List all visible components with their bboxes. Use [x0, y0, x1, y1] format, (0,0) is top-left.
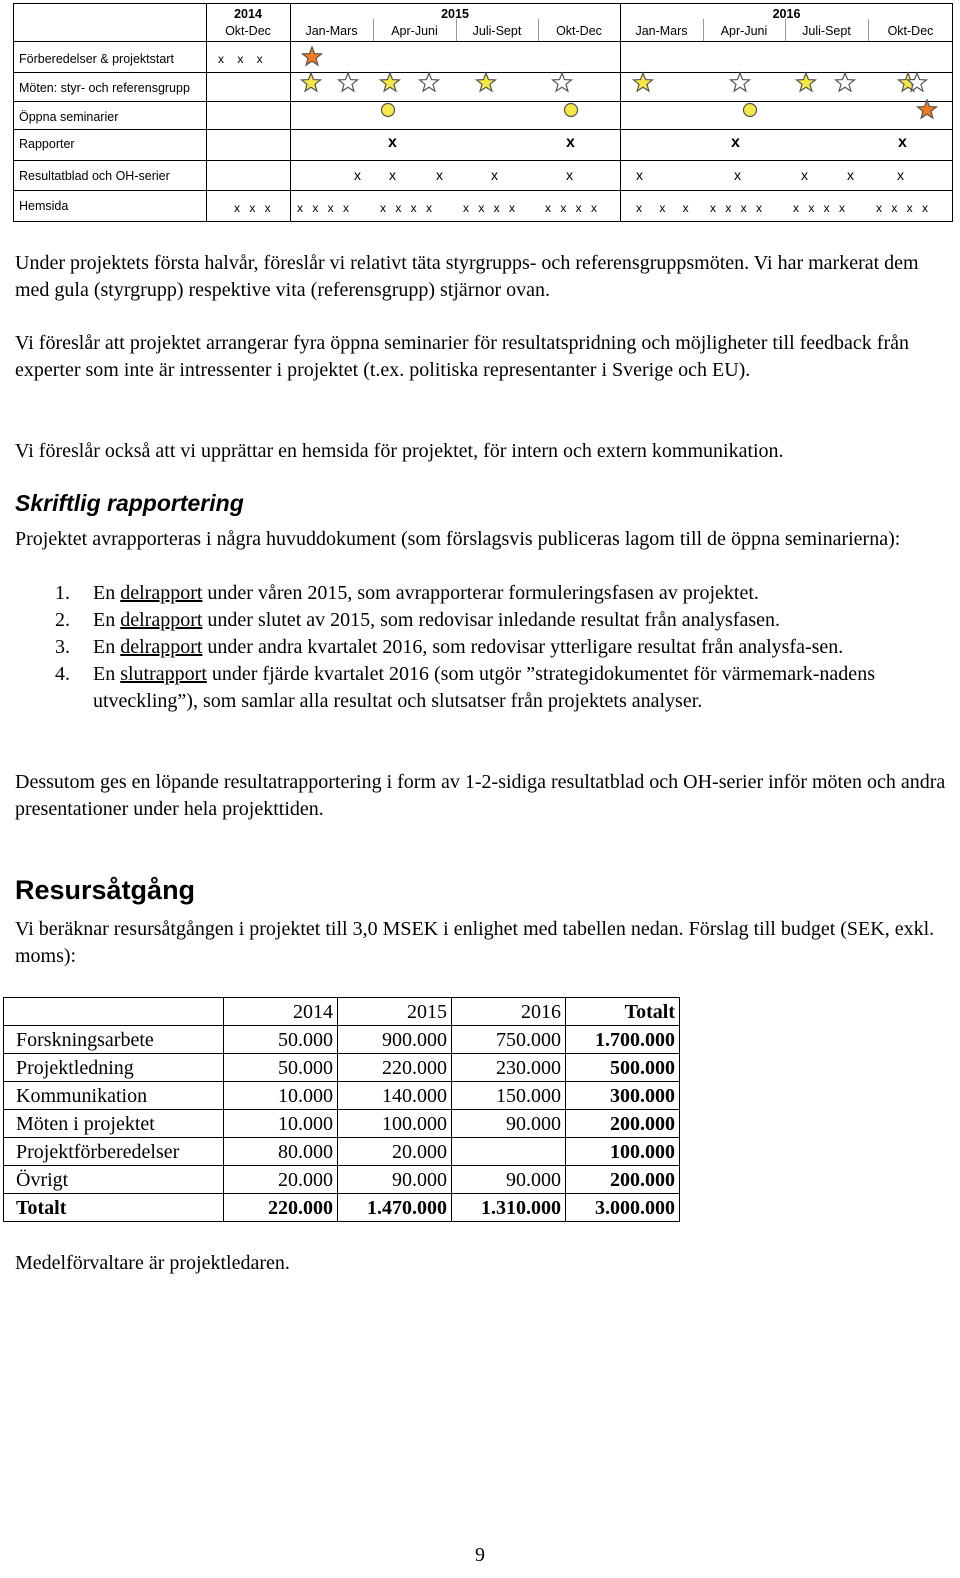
web-marks: x x x x — [297, 201, 350, 215]
heading-resources: Resursåtgång — [15, 875, 196, 905]
result-mark: x — [847, 167, 854, 183]
gantt-chart — [13, 3, 953, 223]
table-header-cell: 2014 — [224, 998, 338, 1026]
web-marks: x x x — [234, 201, 271, 215]
paragraph-fund-manager: Medelförvaltare är projektledaren. — [15, 1252, 290, 1274]
seminar-circle-icon — [744, 104, 757, 117]
table-cell: 90.000 — [338, 1166, 452, 1194]
table-row — [4, 1082, 680, 1110]
row-label-seminars: Öppna seminarier — [19, 110, 119, 124]
reference-meeting-star-icon — [339, 73, 358, 91]
result-mark: x — [801, 167, 808, 183]
seminar-circle-icon — [382, 104, 395, 117]
steering-meeting-star-icon — [381, 73, 400, 91]
table-cell: 140.000 — [338, 1082, 452, 1110]
list-text: En — [93, 663, 121, 685]
seminar-circle-icon — [565, 104, 578, 117]
report-term: delrapport — [120, 582, 203, 604]
table-cell: 20.000 — [338, 1138, 452, 1166]
row-label-website: Hemsida — [19, 199, 69, 213]
reference-meeting-star-icon — [420, 73, 439, 91]
table-cell — [452, 1138, 566, 1166]
table-cell: 220.000 — [224, 1194, 338, 1222]
steering-meeting-star-icon — [302, 73, 321, 91]
result-mark: x — [354, 167, 361, 183]
web-marks: x x x x — [793, 201, 846, 215]
result-mark: x — [566, 167, 573, 183]
prep-marks: x x x — [218, 52, 263, 66]
final-seminar-star-icon — [918, 100, 937, 118]
paragraph-reports-intro: Projektet avrapporteras i några huvuddokument (som förslagsvis publiceras lagom till de öppna seminarierna): — [15, 528, 901, 550]
result-mark: x — [389, 167, 396, 183]
list-number: 3. — [55, 636, 70, 658]
table-cell: Övrigt — [4, 1166, 224, 1194]
table-cell: Forskningsarbete — [4, 1026, 224, 1054]
table-cell: 230.000 — [452, 1054, 566, 1082]
list-item — [15, 607, 950, 634]
web-marks: x x x x — [876, 201, 929, 215]
list-text: under fjärde kvartalet 2016 (som utgör ”strategidokumentet för värmemark-nadens utveckling”), som samlar alla resultat och slutsatser från projektets analyser. — [93, 663, 875, 712]
table-cell: 50.000 — [224, 1026, 338, 1054]
report-mark: x — [566, 134, 575, 151]
table-cell: 80.000 — [224, 1138, 338, 1166]
row-label-results: Resultatblad och OH-serier — [19, 169, 170, 183]
period-header: Jan-Mars — [635, 24, 688, 38]
list-text: under våren 2015, som avrapporterar formuleringsfasen av projektet. — [202, 582, 759, 604]
table-cell: 1.700.000 — [566, 1026, 680, 1054]
reference-meeting-star-icon — [553, 73, 572, 91]
report-term: delrapport — [120, 609, 203, 631]
period-header: Okt-Dec — [887, 24, 934, 38]
web-marks: x x x x — [545, 201, 598, 215]
report-term: delrapport — [120, 636, 203, 658]
table-row — [4, 1166, 680, 1194]
report-mark: x — [731, 134, 740, 151]
period-header: Juli-Sept — [472, 24, 522, 38]
list-item — [15, 634, 950, 661]
table-cell: 20.000 — [224, 1166, 338, 1194]
period-header: Juli-Sept — [802, 24, 851, 38]
list-text: under andra kvartalet 2016, som redovisar ytterligare resultat från analysfa-sen. — [202, 636, 844, 658]
row-label-reports: Rapporter — [19, 137, 75, 151]
paragraph-website: Vi föreslår också att vi upprättar en hemsida för projektet, för intern och extern kommunikation. — [15, 440, 784, 462]
paragraph-resources: Vi beräknar resursåtgången i projektet till 3,0 MSEK i enlighet med tabellen nedan. Förslag till budget (SEK, exkl. moms): — [15, 918, 935, 967]
list-number: 2. — [55, 609, 70, 631]
report-mark: x — [388, 134, 397, 151]
table-cell: 90.000 — [452, 1110, 566, 1138]
table-cell: 10.000 — [224, 1082, 338, 1110]
table-cell: 3.000.000 — [566, 1194, 680, 1222]
steering-meeting-star-icon — [477, 73, 496, 91]
table-total-row — [4, 1194, 680, 1222]
list-number: 4. — [55, 663, 70, 685]
table-cell: 200.000 — [566, 1110, 680, 1138]
paragraph-result-sheets: Dessutom ges en löpande resultatrapportering i form av 1-2-sidiga resultatblad och OH-serier inför möten och andra presentationer under hela projekttiden. — [15, 771, 946, 820]
year-2016: 2016 — [772, 7, 801, 21]
list-text: En — [93, 582, 121, 604]
table-header-cell: Totalt — [566, 998, 680, 1026]
period-header: Jan-Mars — [305, 24, 358, 38]
year-2014: 2014 — [234, 7, 262, 21]
budget-table — [3, 997, 680, 1222]
table-cell: 750.000 — [452, 1026, 566, 1054]
list-item — [15, 661, 950, 715]
reference-meeting-star-icon — [836, 73, 855, 91]
table-cell: Kommunikation — [4, 1082, 224, 1110]
reference-meeting-star-icon — [731, 73, 750, 91]
heading-written-reporting: Skriftlig rapportering — [15, 490, 244, 516]
start-star-icon — [303, 47, 322, 65]
result-mark: x — [436, 167, 443, 183]
period-header: Okt-Dec — [225, 24, 271, 38]
table-cell: 100.000 — [338, 1110, 452, 1138]
period-header: Okt-Dec — [556, 24, 602, 38]
table-row — [4, 1054, 680, 1082]
period-header: Apr-Juni — [391, 24, 438, 38]
table-cell: Projektledning — [4, 1054, 224, 1082]
table-cell: 1.310.000 — [452, 1194, 566, 1222]
table-cell: 100.000 — [566, 1138, 680, 1166]
table-cell: 50.000 — [224, 1054, 338, 1082]
steering-meeting-star-icon — [797, 73, 816, 91]
table-cell — [4, 998, 224, 1026]
table-cell: 500.000 — [566, 1054, 680, 1082]
result-mark: x — [491, 167, 498, 183]
paragraph-meetings: Under projektets första halvår, föreslår vi relativt täta styrgrupps- och referensgruppsmöten. Vi har markerat dem med gula (styrgrupp) respektive vita (referensgrupp) stjärnor ovan. — [15, 252, 919, 301]
year-2015: 2015 — [441, 7, 469, 21]
table-cell: 90.000 — [452, 1166, 566, 1194]
report-term: slutrapport — [120, 663, 207, 685]
period-header: Apr-Juni — [720, 24, 768, 38]
row-label-meetings: Möten: styr- och referensgrupp — [19, 81, 190, 95]
table-cell: 10.000 — [224, 1110, 338, 1138]
row-label-prep: Förberedelser & projektstart — [19, 52, 174, 66]
table-cell: 220.000 — [338, 1054, 452, 1082]
table-cell: 200.000 — [566, 1166, 680, 1194]
table-cell: Totalt — [4, 1194, 224, 1222]
list-item — [15, 580, 950, 607]
table-header-cell: 2016 — [452, 998, 566, 1026]
table-cell: Projektförberedelser — [4, 1138, 224, 1166]
list-text: En — [93, 636, 121, 658]
report-mark: x — [898, 134, 907, 151]
table-cell: 150.000 — [452, 1082, 566, 1110]
table-cell: 900.000 — [338, 1026, 452, 1054]
page-number: 9 — [475, 1544, 485, 1566]
paragraph-seminars: Vi föreslår att projektet arrangerar fyra öppna seminarier för resultatspridning och möjligheter till feedback från experter som inte är intressenter i projektet (t.ex. politiska representanter i Sverige och EU). — [15, 332, 909, 381]
report-list — [15, 580, 950, 715]
list-text: En — [93, 609, 121, 631]
result-mark: x — [734, 167, 741, 183]
table-row — [4, 1110, 680, 1138]
web-marks: x x x x — [463, 201, 516, 215]
table-cell: Möten i projektet — [4, 1110, 224, 1138]
table-header-cell: 2015 — [338, 998, 452, 1026]
web-marks: x x x x — [380, 201, 433, 215]
table-cell: 300.000 — [566, 1082, 680, 1110]
steering-meeting-star-icon — [634, 73, 653, 91]
web-marks: x x x — [636, 201, 689, 215]
table-header-row — [4, 998, 680, 1026]
list-text: under slutet av 2015, som redovisar inledande resultat från analysfasen. — [202, 609, 781, 631]
list-number: 1. — [55, 582, 70, 604]
table-cell: 1.470.000 — [338, 1194, 452, 1222]
table-row — [4, 1138, 680, 1166]
table-row — [4, 1026, 680, 1054]
result-mark: x — [636, 167, 643, 183]
web-marks: x x x x — [710, 201, 763, 215]
result-mark: x — [897, 167, 904, 183]
